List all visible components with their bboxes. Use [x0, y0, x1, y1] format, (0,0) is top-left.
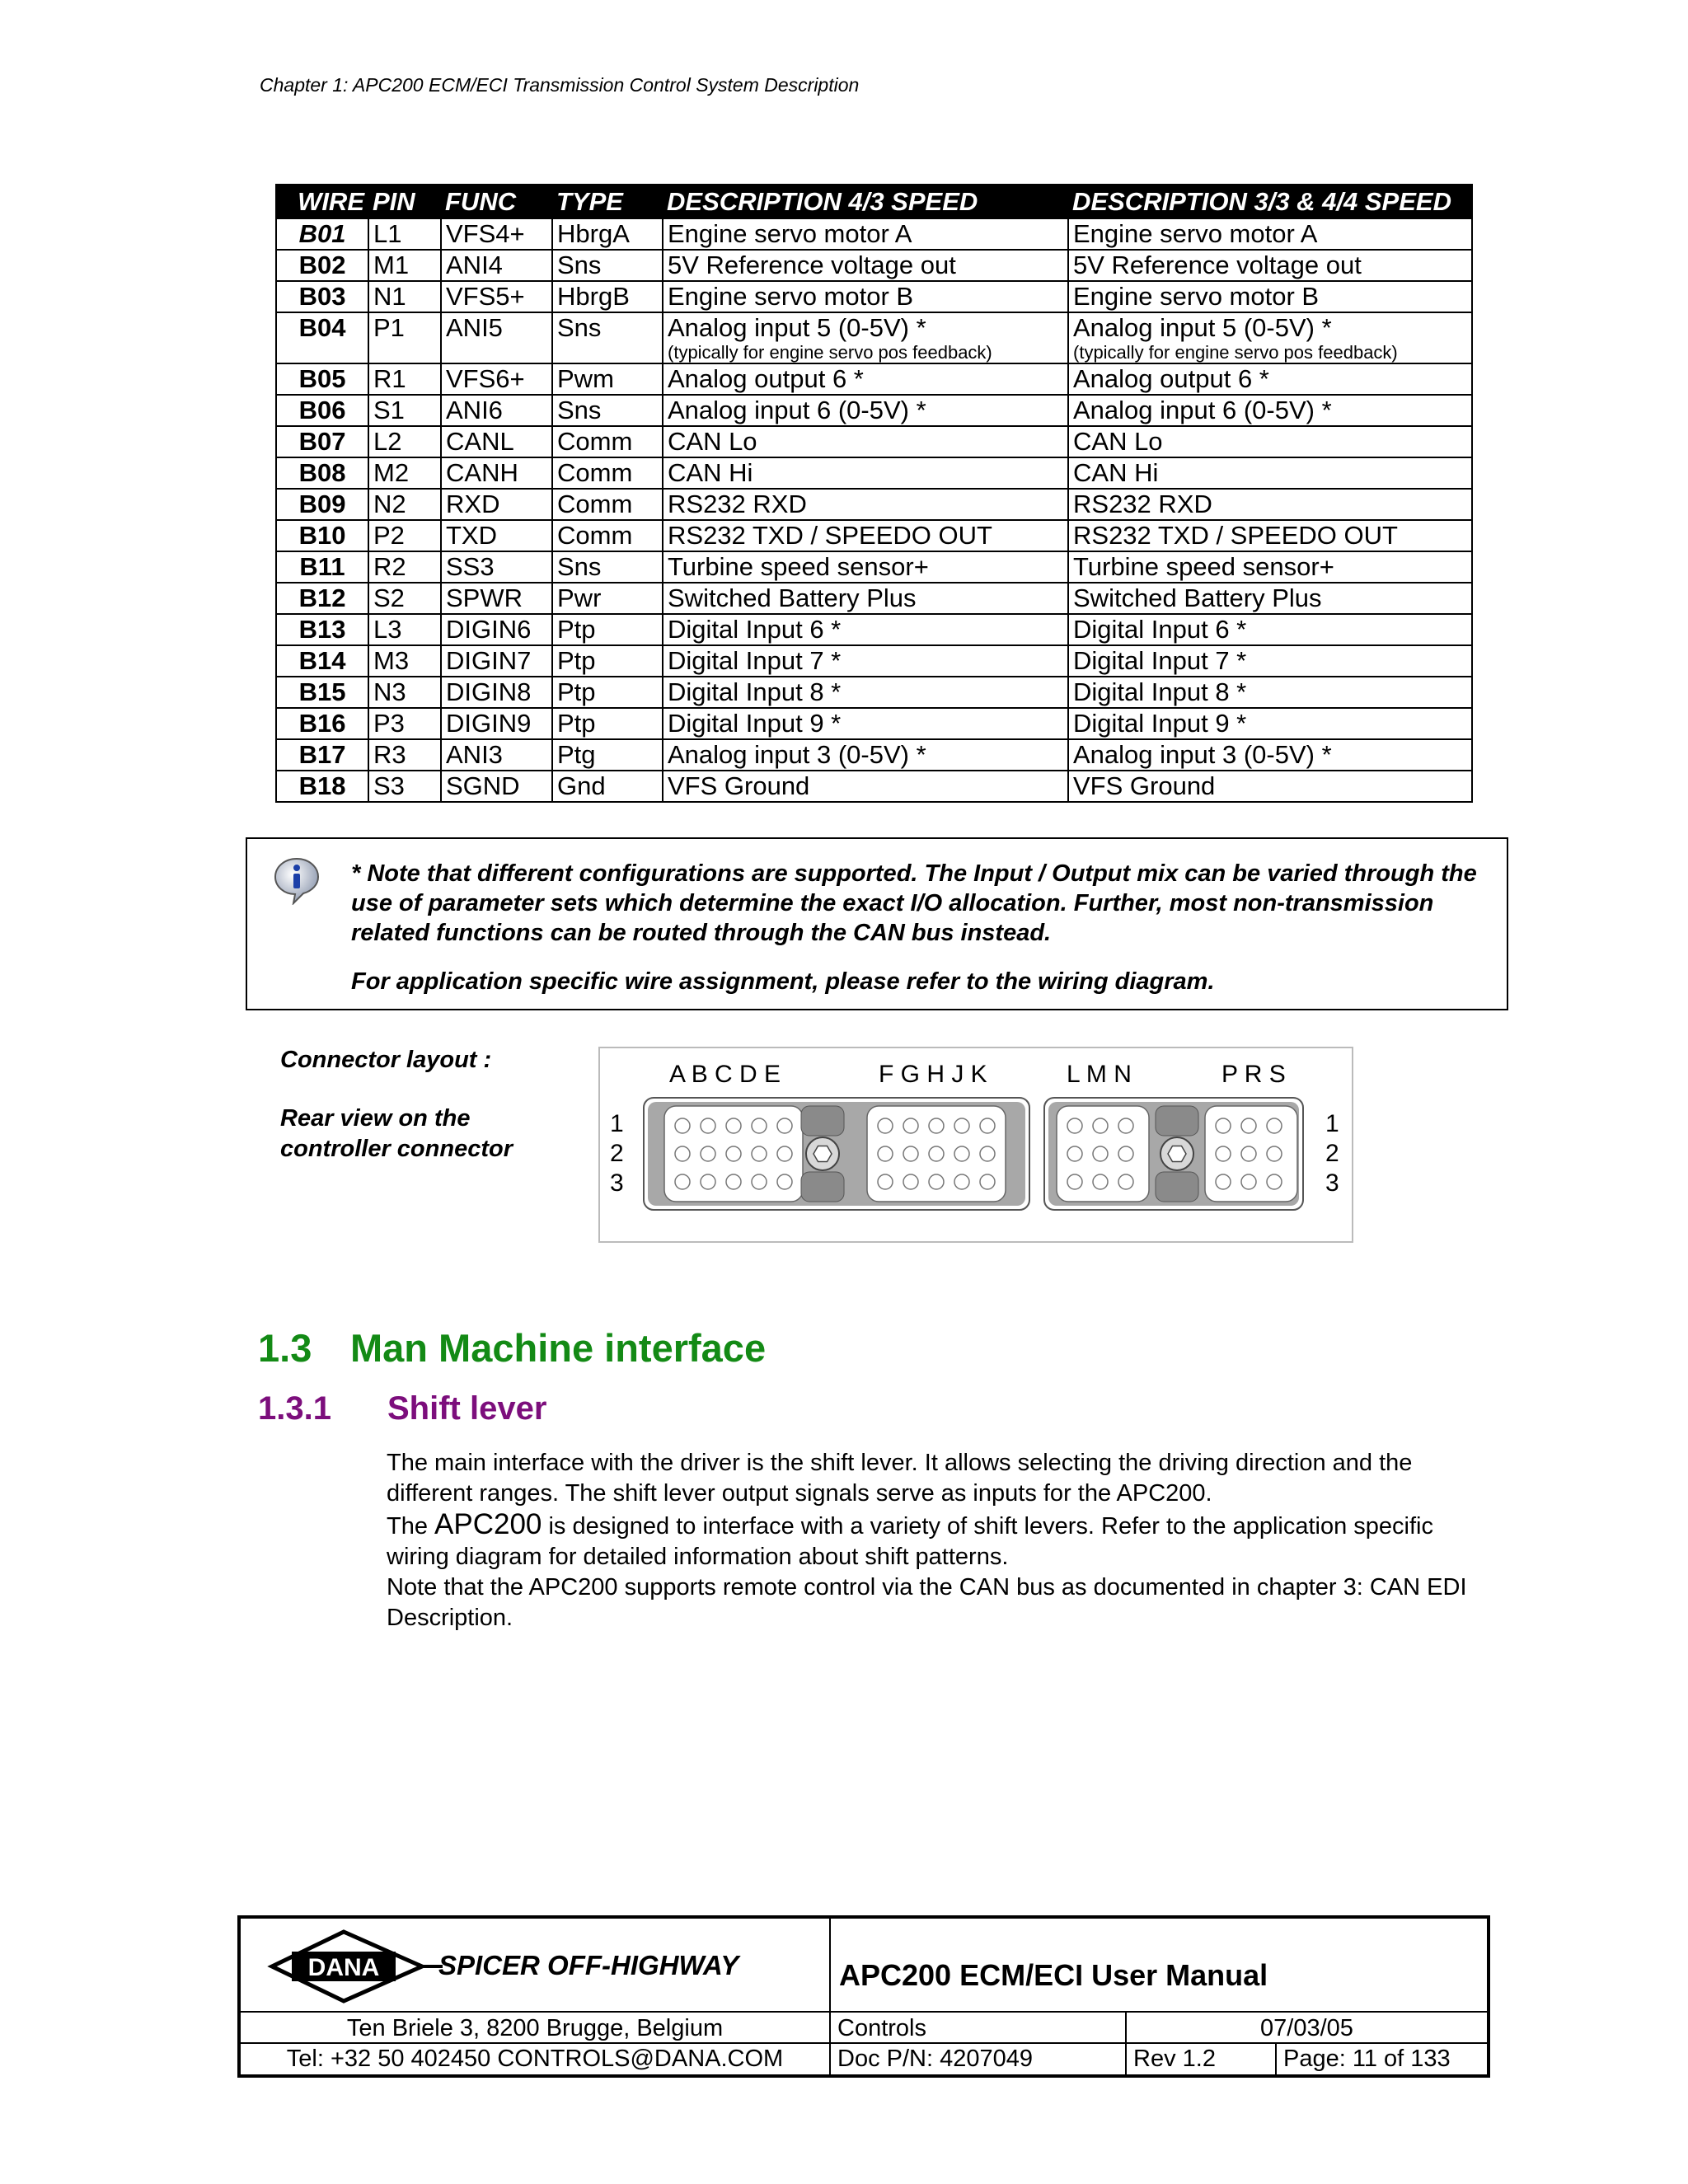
pin-hole [777, 1118, 792, 1133]
cell-desc44: Analog input 5 (0-5V) * (typically for engine servo pos feedback) [1068, 312, 1472, 363]
cell-func: VFS4+ [441, 218, 552, 250]
cell-desc44: CAN Hi [1068, 457, 1472, 489]
cell-wire: B13 [276, 614, 368, 645]
cell-func: ANI5 [441, 312, 552, 363]
pin-hole [1216, 1174, 1231, 1189]
pin-hole [878, 1118, 893, 1133]
cell-desc44: Digital Input 6 * [1068, 614, 1472, 645]
cell-pin: N2 [368, 489, 441, 520]
cell-type: Sns [552, 312, 663, 363]
pin-hole [726, 1146, 741, 1161]
cell-type: Comm [552, 489, 663, 520]
cell-desc44: Digital Input 9 * [1068, 708, 1472, 739]
pin-hole [929, 1146, 944, 1161]
table-row [276, 645, 1472, 677]
cell-type: Sns [552, 250, 663, 281]
cell-wire: B05 [276, 363, 368, 395]
cell-type: Comm [552, 426, 663, 457]
company-logo [241, 1919, 831, 2013]
cell-desc43: VFS Ground [663, 771, 1068, 802]
row-label: 1 [610, 1110, 624, 1137]
cell-pin: S2 [368, 583, 441, 614]
cell-pin: R3 [368, 739, 441, 771]
cell-type: Comm [552, 457, 663, 489]
pin-group-label: L M N [1067, 1061, 1132, 1088]
cell-type: Ptp [552, 708, 663, 739]
row-label: 3 [610, 1169, 624, 1197]
connector-key [1156, 1106, 1198, 1136]
pin-group-label: F G H J K [879, 1061, 987, 1088]
manual-title: APC200 ECM/ECI User Manual [831, 1919, 1487, 2013]
cell-type: Sns [552, 395, 663, 426]
pin-hole [929, 1118, 944, 1133]
table-row [276, 771, 1472, 802]
table-row [276, 457, 1472, 489]
cell-pin: N3 [368, 677, 441, 708]
pin-hole [954, 1118, 969, 1133]
row-label: 2 [610, 1140, 624, 1167]
cell-type: Ptg [552, 739, 663, 771]
dana-logo [265, 1925, 793, 2008]
table-row [276, 489, 1472, 520]
connector-key [801, 1106, 844, 1136]
cell-wire: B01 [276, 218, 368, 250]
pin-hole [980, 1118, 995, 1133]
cell-desc43: Switched Battery Plus [663, 583, 1068, 614]
col-pin: PIN [368, 185, 441, 218]
cell-desc43: CAN Hi [663, 457, 1068, 489]
pin-hole [1241, 1146, 1256, 1161]
cell-wire: B04 [276, 312, 368, 363]
cell-func: DIGIN8 [441, 677, 552, 708]
table-row [276, 583, 1472, 614]
cell-type: Pwr [552, 583, 663, 614]
row-label: 3 [1325, 1169, 1339, 1197]
table-row [276, 363, 1472, 395]
table-row [276, 250, 1472, 281]
body-text [387, 1448, 1483, 1633]
cell-func: SGND [441, 771, 552, 802]
cell-pin: L3 [368, 614, 441, 645]
pin-hole [752, 1146, 767, 1161]
department: Controls [831, 2013, 1127, 2044]
subsection-heading: 1.3.1 Shift lever [258, 1390, 547, 1427]
cell-desc44: Engine servo motor A [1068, 218, 1472, 250]
note-text [351, 859, 1489, 996]
cell-pin: M1 [368, 250, 441, 281]
section-heading: 1.3 Man Machine interface [258, 1326, 767, 1370]
cell-wire: B10 [276, 520, 368, 551]
row-label: 1 [1325, 1110, 1339, 1137]
cell-subnote: (typically for engine servo pos feedback) [1073, 342, 1398, 363]
pin-hole [1118, 1174, 1133, 1189]
pin-hole [726, 1174, 741, 1189]
table-row [276, 312, 1472, 363]
cell-pin: M2 [368, 457, 441, 489]
cell-type: Ptp [552, 614, 663, 645]
pin-hole [929, 1174, 944, 1189]
cell-pin: P1 [368, 312, 441, 363]
table-row [276, 395, 1472, 426]
col-type: TYPE [552, 185, 663, 218]
doc-number: Doc P/N: 4207049 [831, 2044, 1127, 2074]
connector-view-label: Rear view on the controller connector [280, 1105, 513, 1162]
cell-wire: B18 [276, 771, 368, 802]
note-reference: For application specific wire assignment, please refer to the wiring diagram. [351, 968, 1215, 995]
cell-wire: B03 [276, 281, 368, 312]
table-row [276, 551, 1472, 583]
cell-desc43: Analog input 5 (0-5V) * (typically for engine servo pos feedback) [663, 312, 1068, 363]
cell-desc43: Digital Input 7 * [663, 645, 1068, 677]
connector-caption [280, 1045, 552, 1165]
cell-desc44: CAN Lo [1068, 426, 1472, 457]
cell-wire: B15 [276, 677, 368, 708]
pin-hole [1267, 1146, 1282, 1161]
cell-subnote: (typically for engine servo pos feedback) [668, 342, 992, 363]
cell-desc43: Engine servo motor A [663, 218, 1068, 250]
note-paragraph: * Note that different configurations are supported. The Input / Output mix can be varied through the use of parameter sets which determine the exact I/O allocation. Further, most non-transmission related functions can be routed through the CAN bus instead. [351, 860, 1477, 946]
cell-func: DIGIN6 [441, 614, 552, 645]
col-func: FUNC [441, 185, 552, 218]
pin-hole [726, 1118, 741, 1133]
cell-wire: B02 [276, 250, 368, 281]
cell-pin: N1 [368, 281, 441, 312]
cell-func: ANI6 [441, 395, 552, 426]
pin-table-header [276, 185, 1472, 218]
table-row [276, 281, 1472, 312]
pin-hole [701, 1174, 715, 1189]
connector-bolt-head [814, 1146, 832, 1162]
table-row [276, 614, 1472, 645]
pin-hole [954, 1174, 969, 1189]
cell-desc43: Digital Input 6 * [663, 614, 1068, 645]
cell-desc44: Analog output 6 * [1068, 363, 1472, 395]
pin-hole [1067, 1146, 1082, 1161]
cell-wire: B06 [276, 395, 368, 426]
cell-desc43: Digital Input 8 * [663, 677, 1068, 708]
cell-desc44: Turbine speed sensor+ [1068, 551, 1472, 583]
pin-hole [1118, 1118, 1133, 1133]
cell-type: Ptp [552, 677, 663, 708]
cell-desc44: Switched Battery Plus [1068, 583, 1472, 614]
doc-date: 07/03/05 [1127, 2013, 1487, 2044]
cell-func: VFS6+ [441, 363, 552, 395]
connector-key [801, 1172, 844, 1202]
footer [237, 1915, 1490, 2078]
info-icon [272, 855, 321, 905]
pin-hole [878, 1174, 893, 1189]
pin-hole [1067, 1118, 1082, 1133]
cell-desc43: RS232 TXD / SPEEDO OUT [663, 520, 1068, 551]
table-row [276, 426, 1472, 457]
pin-hole [980, 1146, 995, 1161]
cell-pin: L2 [368, 426, 441, 457]
cell-pin: R1 [368, 363, 441, 395]
table-row [276, 218, 1472, 250]
paragraph: The APC200 is designed to interface with a variety of shift levers. Refer to the application specific wiring diagram for detailed information about shift patterns. [387, 1508, 1434, 1570]
connector-key [1156, 1172, 1198, 1202]
connector-diagram [598, 1047, 1353, 1243]
cell-pin: S1 [368, 395, 441, 426]
pin-hole [1216, 1146, 1231, 1161]
contact-info: Tel: +32 50 402450 CONTROLS@DANA.COM [241, 2044, 831, 2074]
col-desc-43: DESCRIPTION 4/3 SPEED [663, 185, 1068, 218]
pin-hole [777, 1146, 792, 1161]
cell-wire: B09 [276, 489, 368, 520]
cell-desc43: Analog input 3 (0-5V) * [663, 739, 1068, 771]
cell-desc44: Digital Input 8 * [1068, 677, 1472, 708]
cell-wire: B08 [276, 457, 368, 489]
cell-type: Sns [552, 551, 663, 583]
cell-desc44: Analog input 3 (0-5V) * [1068, 739, 1472, 771]
cell-desc43: Digital Input 9 * [663, 708, 1068, 739]
cell-pin: M3 [368, 645, 441, 677]
svg-text:DANA: DANA [307, 1954, 380, 1981]
cell-func: RXD [441, 489, 552, 520]
cell-pin: S3 [368, 771, 441, 802]
cell-wire: B14 [276, 645, 368, 677]
pin-group-label: A B C D E [669, 1061, 781, 1088]
connector-layout-label: Connector layout : [280, 1047, 492, 1073]
pin-hole [903, 1146, 918, 1161]
cell-pin: L1 [368, 218, 441, 250]
pin-hole [903, 1118, 918, 1133]
revision: Rev 1.2 [1127, 2044, 1277, 2074]
pin-hole [701, 1146, 715, 1161]
cell-desc44: Analog input 6 (0-5V) * [1068, 395, 1472, 426]
cell-desc44: RS232 TXD / SPEEDO OUT [1068, 520, 1472, 551]
pin-table [275, 184, 1473, 803]
pin-hole [752, 1118, 767, 1133]
col-desc-44: DESCRIPTION 3/3 & 4/4 SPEED [1068, 185, 1472, 218]
pin-hole [1067, 1174, 1082, 1189]
cell-desc43: Analog input 6 (0-5V) * [663, 395, 1068, 426]
page-number: Page: 11 of 133 [1283, 2046, 1451, 2072]
cell-type: Ptp [552, 645, 663, 677]
cell-wire: B11 [276, 551, 368, 583]
pin-hole [954, 1146, 969, 1161]
cell-func: ANI3 [441, 739, 552, 771]
cell-pin: R2 [368, 551, 441, 583]
page-header: Chapter 1: APC200 ECM/ECI Transmission Control System Description [260, 74, 860, 96]
cell-desc44: Digital Input 7 * [1068, 645, 1472, 677]
pin-hole [1118, 1146, 1133, 1161]
cell-desc44: Engine servo motor B [1068, 281, 1472, 312]
table-row [276, 739, 1472, 771]
pin-hole [675, 1146, 690, 1161]
cell-type: HbrgA [552, 218, 663, 250]
cell-func: SPWR [441, 583, 552, 614]
cell-desc43: Analog output 6 * [663, 363, 1068, 395]
pin-hole [701, 1118, 715, 1133]
cell-desc43: RS232 RXD [663, 489, 1068, 520]
table-row [276, 677, 1472, 708]
pin-hole [777, 1174, 792, 1189]
cell-func: VFS5+ [441, 281, 552, 312]
col-wire: WIRE [276, 185, 368, 218]
pin-hole [675, 1118, 690, 1133]
cell-wire: B07 [276, 426, 368, 457]
svg-text:SPICER OFF-HIGHWAY: SPICER OFF-HIGHWAY [438, 1950, 739, 1980]
cell-desc44: 5V Reference voltage out [1068, 250, 1472, 281]
cell-func: SS3 [441, 551, 552, 583]
paragraph: Note that the APC200 supports remote control via the CAN bus as documented in chapter 3: CAN EDI Description. [387, 1574, 1467, 1631]
pin-hole [903, 1174, 918, 1189]
cell-wire: B16 [276, 708, 368, 739]
table-row [276, 520, 1472, 551]
pin-hole [1093, 1146, 1108, 1161]
cell-func: DIGIN7 [441, 645, 552, 677]
pin-hole [1241, 1174, 1256, 1189]
cell-func: ANI4 [441, 250, 552, 281]
pin-hole [878, 1146, 893, 1161]
cell-func: CANL [441, 426, 552, 457]
cell-type: Comm [552, 520, 663, 551]
cell-pin: P2 [368, 520, 441, 551]
connector-body [644, 1098, 1303, 1210]
note-box [246, 837, 1508, 1010]
cell-pin: P3 [368, 708, 441, 739]
pin-hole [980, 1174, 995, 1189]
cell-desc44: RS232 RXD [1068, 489, 1472, 520]
pin-group-label: P R S [1221, 1061, 1286, 1088]
pin-hole [1093, 1118, 1108, 1133]
cell-desc43: Turbine speed sensor+ [663, 551, 1068, 583]
pin-hole [675, 1174, 690, 1189]
cell-type: Pwm [552, 363, 663, 395]
pin-table-body [276, 218, 1472, 802]
cell-wire: B12 [276, 583, 368, 614]
cell-func: CANH [441, 457, 552, 489]
table-row [276, 708, 1472, 739]
pin-hole [1267, 1118, 1282, 1133]
cell-desc43: Engine servo motor B [663, 281, 1068, 312]
cell-func: TXD [441, 520, 552, 551]
cell-type: Gnd [552, 771, 663, 802]
pin-hole [1093, 1174, 1108, 1189]
connector-bolt-head [1168, 1146, 1186, 1162]
cell-desc43: CAN Lo [663, 426, 1068, 457]
pin-hole [1241, 1118, 1256, 1133]
cell-desc44: VFS Ground [1068, 771, 1472, 802]
pin-hole [1267, 1174, 1282, 1189]
pin-hole [1216, 1118, 1231, 1133]
paragraph: The main interface with the driver is the shift lever. It allows selecting the driving direction and the different ranges. The shift lever output signals serve as inputs for the APC200. [387, 1450, 1413, 1507]
cell-wire: B17 [276, 739, 368, 771]
company-address: Ten Briele 3, 8200 Brugge, Belgium [241, 2013, 831, 2044]
cell-desc43: 5V Reference voltage out [663, 250, 1068, 281]
row-label: 2 [1325, 1140, 1339, 1167]
pin-hole [752, 1174, 767, 1189]
cell-func: DIGIN9 [441, 708, 552, 739]
cell-type: HbrgB [552, 281, 663, 312]
